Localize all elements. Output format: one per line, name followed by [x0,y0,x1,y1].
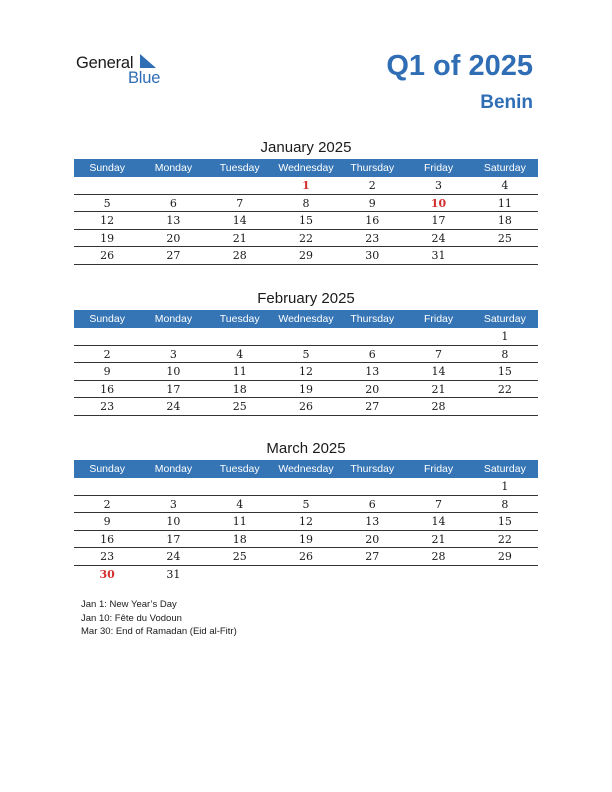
brand-general-text: General [76,54,134,72]
empty-day-cell [472,566,538,584]
day-cell: 3 [169,347,177,361]
day-cell: 31 [431,249,446,262]
empty-day-cell [207,328,273,345]
empty-day-cell [472,398,538,415]
day-cell: 9 [103,365,111,378]
weekday-label: Friday [423,463,454,475]
day-cell: 4 [236,347,244,361]
week-row [74,381,538,399]
empty-day-cell [140,328,206,345]
day-cell: 16 [365,214,380,227]
day-cell: 20 [365,532,380,546]
day-cell: 15 [497,365,512,378]
day-cell: 13 [365,515,380,528]
weekday-label: Tuesday [219,313,260,325]
day-cell: 31 [166,567,181,581]
day-cell: 20 [365,382,380,396]
day-cell: 17 [166,382,181,396]
weekday-label: Friday [423,162,454,174]
empty-day-cell [207,177,273,194]
week-row [74,195,538,213]
day-cell: 6 [368,347,376,361]
day-cell: 2 [103,347,111,361]
holiday-note: Mar 30: End of Ramadan (Eid al-Fitr) [81,626,237,637]
day-cell: 27 [365,550,380,563]
day-cell: 16 [100,532,115,546]
empty-day-cell [405,478,471,495]
weekday-label: Monday [154,463,193,475]
weekday-label: Thursday [350,313,395,325]
day-cell: 24 [166,400,181,413]
day-cell: 10 [166,365,181,378]
brand-triangle-icon [140,54,156,68]
week-row [74,566,538,584]
day-cell: 15 [298,214,313,227]
day-cell: 27 [166,249,181,262]
week-row [74,328,538,346]
empty-day-cell [74,177,140,194]
day-cell: 4 [236,497,244,511]
weekday-label: Monday [154,313,193,325]
day-cell: 11 [497,196,512,210]
day-cell: 8 [501,497,509,511]
weekday-label: Sunday [89,463,125,475]
weekday-header [74,159,538,177]
day-cell: 5 [103,196,111,210]
day-cell: 12 [298,365,313,378]
day-cell: 17 [166,532,181,546]
week-row [74,230,538,248]
weekday-label: Saturday [483,463,526,475]
day-cell: 6 [368,497,376,511]
empty-day-cell [140,177,206,194]
day-cell: 24 [431,231,446,245]
empty-day-cell [339,478,405,495]
empty-day-cell [339,328,405,345]
week-row [74,548,538,566]
empty-day-cell [74,328,140,345]
day-cell: 28 [431,400,446,413]
weekday-label: Sunday [89,162,125,174]
day-cell: 21 [232,231,247,245]
weekday-label: Saturday [483,313,526,325]
week-row [74,513,538,531]
empty-day-cell [273,478,339,495]
week-row [74,531,538,549]
day-cell: 22 [298,231,313,245]
weekday-header [74,310,538,328]
day-cell: 8 [501,347,509,361]
day-cell: 3 [169,497,177,511]
country-name: Benin [480,92,533,113]
month-title: March 2025 [266,440,346,457]
day-cell: 26 [298,400,313,413]
day-cell: 2 [368,179,376,192]
month-title: January 2025 [260,139,352,156]
day-cell: 24 [166,550,181,563]
day-cell: 21 [431,382,446,396]
week-row [74,212,538,230]
day-cell: 14 [232,214,247,227]
weekday-label: Wednesday [278,463,334,475]
month-calendar [74,288,538,416]
day-cell: 11 [232,365,247,378]
weekday-label: Thursday [350,162,395,174]
week-row [74,247,538,265]
day-cell: 13 [166,214,181,227]
month-calendar [74,137,538,265]
holiday-note: Jan 1: New Year’s Day [81,599,177,610]
day-cell: 29 [298,249,313,262]
week-row [74,363,538,381]
week-row [74,398,538,416]
day-cell: 26 [100,249,115,262]
empty-day-cell [339,566,405,584]
day-cell: 7 [236,196,244,210]
day-cell: 25 [497,231,512,245]
day-cell: 20 [166,231,181,245]
day-cell: 5 [302,347,310,361]
day-cell: 22 [497,532,512,546]
day-cell: 4 [501,179,509,192]
weekday-label: Sunday [89,313,125,325]
day-cell: 12 [100,214,115,227]
day-cell: 3 [435,179,443,192]
brand-blue-text: Blue [128,69,161,87]
weekday-label: Thursday [350,463,395,475]
day-cell: 10 [430,196,447,210]
day-cell: 29 [497,550,512,563]
day-cell: 14 [431,365,446,378]
day-cell: 18 [232,382,247,396]
day-cell: 1 [501,330,509,343]
empty-day-cell [207,478,273,495]
week-row [74,177,538,195]
day-cell: 15 [497,515,512,528]
day-cell: 9 [103,515,111,528]
weekday-label: Wednesday [278,313,334,325]
empty-day-cell [207,566,273,584]
day-cell: 17 [431,214,446,227]
day-cell: 18 [232,532,247,546]
day-cell: 19 [298,532,313,546]
weekday-label: Tuesday [219,162,260,174]
day-cell: 1 [501,480,509,493]
page-title: Q1 of 2025 [386,50,533,82]
brand-logo [76,52,176,88]
weekday-label: Tuesday [219,463,260,475]
day-cell: 18 [497,214,512,227]
day-cell: 13 [365,365,380,378]
day-cell: 28 [232,249,247,262]
day-cell: 27 [365,400,380,413]
weekday-label: Friday [423,313,454,325]
empty-day-cell [273,566,339,584]
empty-day-cell [74,478,140,495]
day-cell: 25 [232,550,247,563]
day-cell: 5 [302,497,310,511]
week-row [74,496,538,514]
day-cell: 23 [100,400,115,413]
day-cell: 8 [302,196,310,210]
day-cell: 2 [103,497,111,511]
empty-day-cell [472,247,538,264]
day-cell: 6 [169,196,177,210]
day-cell: 30 [99,567,115,581]
week-row [74,346,538,364]
empty-day-cell [140,478,206,495]
day-cell: 21 [431,532,446,546]
day-cell: 16 [100,382,115,396]
weekday-label: Wednesday [278,162,334,174]
day-cell: 11 [232,515,247,528]
weekday-label: Monday [154,162,193,174]
month-title: February 2025 [257,290,355,307]
day-cell: 9 [368,196,376,210]
day-cell: 10 [166,515,181,528]
day-cell: 1 [302,179,310,192]
empty-day-cell [405,328,471,345]
day-cell: 22 [497,382,512,396]
day-cell: 19 [298,382,313,396]
day-cell: 19 [100,231,115,245]
empty-day-cell [405,566,471,584]
day-cell: 7 [435,347,443,361]
day-cell: 28 [431,550,446,563]
day-cell: 7 [435,497,443,511]
weekday-label: Saturday [483,162,526,174]
day-cell: 25 [232,400,247,413]
day-cell: 12 [298,515,313,528]
month-calendar [74,438,538,583]
day-cell: 14 [431,515,446,528]
empty-day-cell [273,328,339,345]
day-cell: 26 [298,550,313,563]
holiday-note: Jan 10: Fête du Vodoun [81,612,182,624]
holiday-notes [81,598,237,639]
week-row [74,478,538,496]
day-cell: 23 [365,231,380,245]
day-cell: 30 [365,249,380,262]
day-cell: 23 [100,550,115,563]
weekday-header [74,460,538,478]
